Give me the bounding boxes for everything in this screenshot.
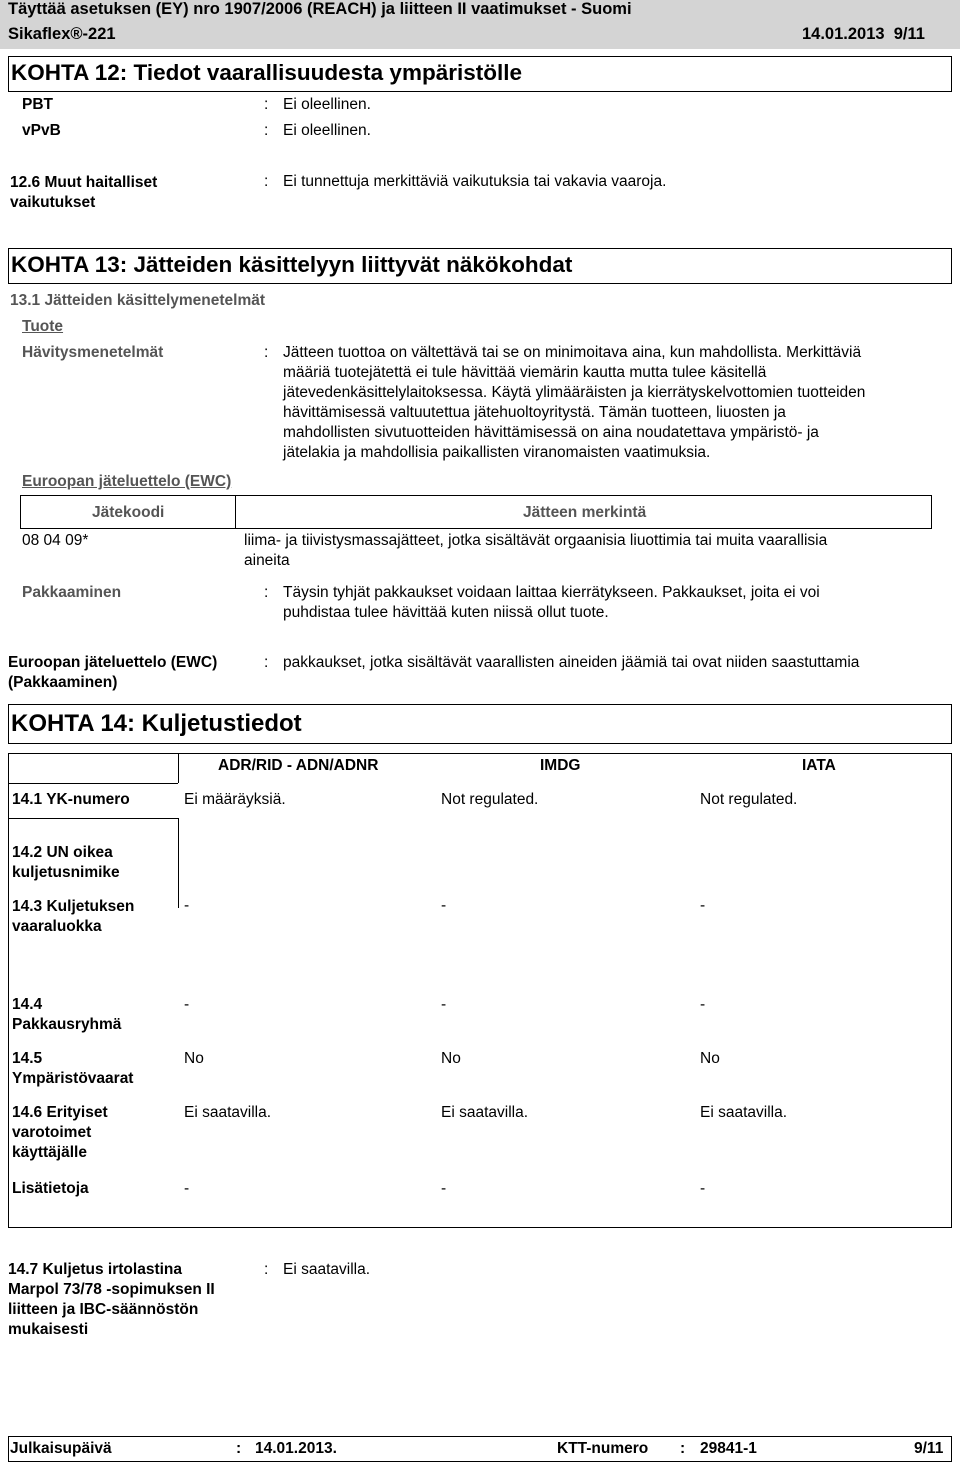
packaging-line: Täysin tyhjät pakkaukset voidaan laittaa kierrätykseen. Pakkaukset, joita ei voi [283, 584, 820, 601]
environmental-hazards-adr: No [184, 1050, 204, 1067]
bulk-transport-label-line: 14.7 Kuljetus irtolastina [8, 1261, 182, 1278]
header-title: Täyttää asetuksen (EY) nro 1907/2006 (REACH) ja liitteen II vaatimukset - Suomi [8, 0, 632, 18]
bulk-transport-label-line: liitteen ja IBC-säännöstön [8, 1301, 199, 1318]
issue-date: 14.01.2013. [255, 1440, 337, 1457]
shipping-name-label-line: kuljetusnimike [12, 864, 120, 881]
other-effects-label-line: vaikutukset [10, 194, 96, 211]
ewc-description-line: liima- ja tiivistysmassajätteet, jotka sisältävät orgaanisia liuottimia tai muita vaarallisia [244, 532, 828, 549]
colon: : [264, 1261, 269, 1278]
ewc-heading: Euroopan jäteluettelo (EWC) [22, 473, 232, 490]
packing-group-label [12, 995, 121, 1035]
ewc-description [244, 531, 944, 571]
packing-group-label-line: 14.4 [12, 996, 43, 1013]
colon: : [264, 654, 269, 671]
un-number-iata: Not regulated. [700, 791, 798, 808]
other-effects-value: Ei tunnettuja merkittäviä vaikutuksia tai vakavia vaaroja. [283, 173, 667, 190]
pbt-label: PBT [22, 96, 53, 113]
ktt-number: 29841-1 [700, 1440, 757, 1457]
colon: : [680, 1440, 686, 1457]
vpvb-label: vPvB [22, 122, 61, 139]
hazard-class-iata: - [700, 897, 706, 914]
column-imdg: IMDG [540, 757, 581, 774]
product-name: Sikaflex®-221 [8, 25, 116, 43]
special-precautions-label-line: käyttäjälle [12, 1144, 87, 1161]
additional-info-imdg: - [441, 1180, 447, 1197]
special-precautions-imdg: Ei saatavilla. [441, 1104, 529, 1121]
shipping-name-label-line: 14.2 UN oikea [12, 844, 113, 861]
environmental-hazards-iata: No [700, 1050, 720, 1067]
hazard-class-label [12, 897, 134, 937]
colon: : [236, 1440, 242, 1457]
disposal-line: jätevedenkäsittelylaitoksessa. Käytä ylimääräisten ja kierrätyskelvottomien tuotteiden [283, 384, 866, 401]
additional-info-label: Lisätietoja [12, 1180, 89, 1197]
un-number-label: 14.1 YK-numero [12, 791, 130, 808]
hazard-class-label-line: vaaraluokka [12, 918, 102, 935]
packaging-line: puhdistaa tulee hävittää kuten niissä ollut tuote. [283, 604, 609, 621]
ewc-code: 08 04 09* [22, 532, 89, 549]
additional-info-iata: - [700, 1180, 706, 1197]
transport-table-rule [8, 783, 178, 784]
packing-group-label-line: Pakkausryhmä [12, 1016, 122, 1033]
shipping-name-label [12, 843, 120, 883]
header-date-page: 14.01.2013 9/11 [802, 25, 925, 43]
environmental-hazards-label [12, 1049, 133, 1089]
section-13-title-box [8, 248, 952, 284]
special-precautions-label [12, 1103, 108, 1163]
disposal-line: jätelakia ja mahdollisia paikallisten viranomaisten vaatimuksia. [283, 444, 711, 461]
ewc-table-divider [235, 495, 236, 529]
hazard-class-adr: - [184, 897, 190, 914]
colon: : [264, 344, 269, 361]
packing-group-iata: - [700, 996, 706, 1013]
colon: : [264, 122, 269, 139]
other-effects-label [10, 173, 157, 213]
transport-table [8, 753, 952, 1228]
disposal-methods-text [283, 343, 953, 463]
transport-table-divider [178, 753, 179, 783]
un-number-imdg: Not regulated. [441, 791, 539, 808]
bulk-transport-label-line: mukaisesti [8, 1321, 89, 1338]
bulk-transport-label [8, 1260, 215, 1340]
ewc-packaging-label [8, 653, 217, 693]
disposal-methods-label: Hävitysmenetelmät [22, 344, 164, 361]
section-14-title: KOHTA 14: Kuljetustiedot [11, 710, 302, 737]
section-14-title-box [8, 704, 952, 744]
disposal-line: määriä tuotejätettä ei tule hävittää viemärin kautta mutta tulee käsitellä [283, 364, 767, 381]
special-precautions-label-line: 14.6 Erityiset [12, 1104, 108, 1121]
ewc-col-description: Jätteen merkintä [523, 504, 647, 521]
special-precautions-iata: Ei saatavilla. [700, 1104, 788, 1121]
environmental-hazards-label-line: 14.5 [12, 1050, 43, 1067]
subsection-13-1-title: 13.1 Jätteiden käsittelymenetelmät [10, 292, 266, 309]
transport-table-rule [8, 818, 178, 819]
environmental-hazards-label-line: Ympäristövaarat [12, 1070, 134, 1087]
disposal-line: mahdollisten sivutuotteiden hävittämisessä on aina noudatettava ympäristö- ja [283, 424, 819, 441]
section-12-title: KOHTA 12: Tiedot vaarallisuudesta ympäristölle [11, 60, 522, 85]
product-heading: Tuote [22, 318, 64, 335]
packaging-text [283, 583, 953, 623]
other-effects-label-line: 12.6 Muut haitalliset [10, 174, 158, 191]
un-number-adr: Ei määräyksiä. [184, 791, 286, 808]
environmental-hazards-imdg: No [441, 1050, 461, 1067]
ewc-packaging-value: pakkaukset, jotka sisältävät vaarallisten aineiden jäämiä tai ovat niiden saastuttamia [283, 654, 860, 671]
section-12-title-box [8, 56, 952, 92]
colon: : [264, 96, 269, 113]
column-adr: ADR/RID - ADN/ADNR [218, 757, 379, 774]
issue-date-label: Julkaisupäivä [10, 1440, 112, 1457]
packaging-label: Pakkaaminen [22, 584, 122, 601]
colon: : [264, 584, 269, 601]
page-number: 9/11 [914, 1440, 944, 1457]
colon: : [264, 173, 269, 190]
ewc-packaging-label-line: (Pakkaaminen) [8, 674, 118, 691]
ewc-packaging-label-line: Euroopan jäteluettelo (EWC) [8, 654, 218, 671]
ktt-number-label: KTT-numero [557, 1440, 649, 1457]
footer [8, 1436, 952, 1462]
packing-group-adr: - [184, 996, 190, 1013]
bulk-transport-label-line: Marpol 73/78 -sopimuksen II [8, 1281, 215, 1298]
special-precautions-label-line: varotoimet [12, 1124, 92, 1141]
additional-info-adr: - [184, 1180, 190, 1197]
ewc-col-code: Jätekoodi [92, 504, 165, 521]
transport-table-divider [178, 818, 179, 908]
bulk-transport-value: Ei saatavilla. [283, 1261, 371, 1278]
column-iata: IATA [802, 757, 836, 774]
hazard-class-imdg: - [441, 897, 447, 914]
hazard-class-label-line: 14.3 Kuljetuksen [12, 898, 135, 915]
packing-group-imdg: - [441, 996, 447, 1013]
pbt-value: Ei oleellinen. [283, 96, 371, 113]
section-13-title: KOHTA 13: Jätteiden käsittelyyn liittyvät näkökohdat [11, 252, 573, 277]
disposal-line: Jätteen tuottoa on vältettävä tai se on minimoitava aina, kun mahdollista. Merkittäviä [283, 344, 862, 361]
disposal-line: hävittämisessä valtuutettua jätehuoltoyritystä. Tämän tuotteen, liuosten ja [283, 404, 786, 421]
vpvb-value: Ei oleellinen. [283, 122, 371, 139]
special-precautions-adr: Ei saatavilla. [184, 1104, 272, 1121]
ewc-description-line: aineita [244, 552, 290, 569]
